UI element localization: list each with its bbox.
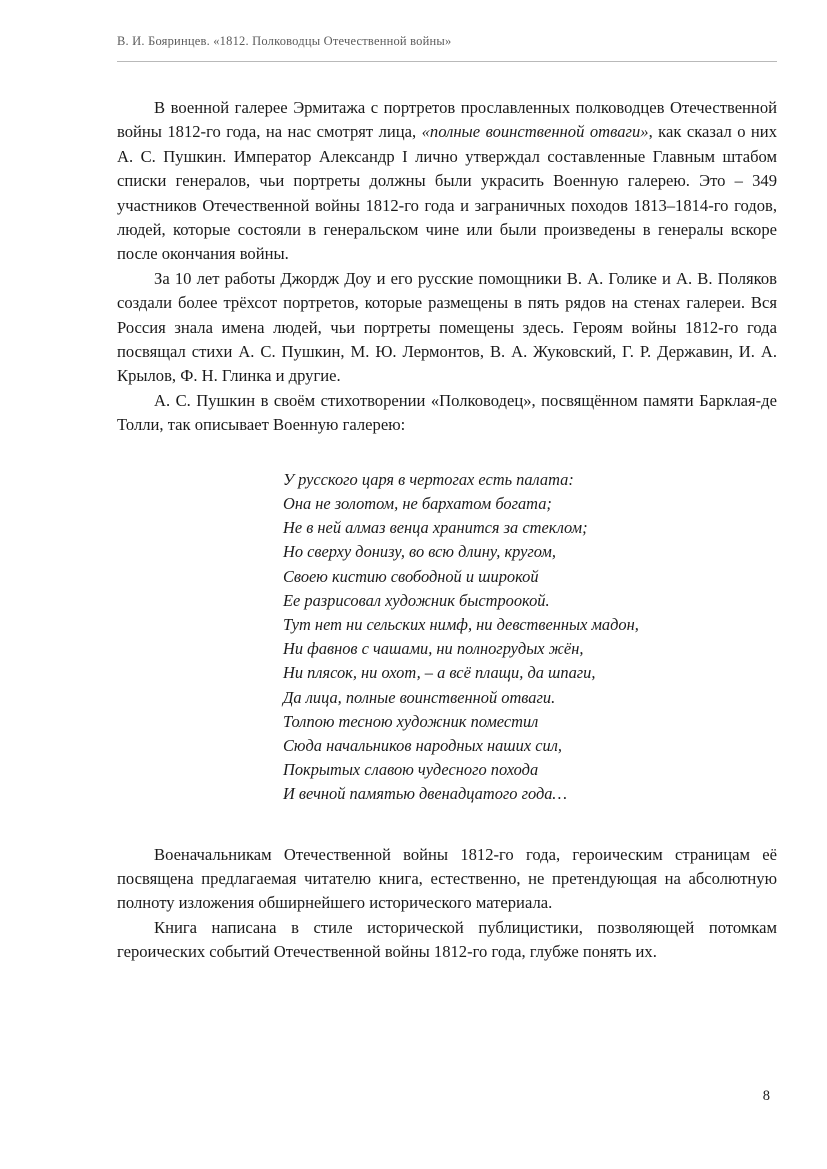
verse-bottom-spacer (117, 807, 777, 843)
verse-line: Тут нет ни сельских нимф, ни девственных мадон, (283, 614, 639, 634)
verse-line: У русского царя в чертогах есть палата: (283, 469, 574, 489)
text-run: Военачальникам Отечественной войны 1812-го года, героическим страницам её посвящена предлагаемая читателю книга, естественно, не претендующая на абсолютную полноту изложения обширнейшего исторического материала. (117, 844, 777, 913)
verse-line: Не в ней алмаз венца хранится за стеклом; (283, 518, 588, 538)
verse-line: Толпою тесною художник поместил (283, 711, 539, 731)
text-run: А. С. Пушкин в своём стихотворении «Полководец», посвящённом памяти Барклая-де Толли, так описывает Военную галерею: (117, 390, 777, 435)
verse-line: Ни фавнов с чашами, ни полногрудых жён, (283, 639, 584, 659)
verse-line: Она не золотом, не бархатом богата; (283, 493, 552, 513)
verse-line: Но сверху донизу, во всю длину, кругом, (283, 542, 556, 562)
text-run: , как сказал о них А. С. Пушкин. Император Александр I лично утверждал составленные Главным штабом списки генералов, чьи портреты должны были украсить Военную галерею. Это – 349 участников Отечественной войны 1812-го года и заграничных походов 1813–1814-го годов, людей, которые состояли в генеральском чине или были произведены в генералы вскоре после окончания войны. (117, 122, 777, 264)
text-run: В военной галерее Эрмитажа с портретов прославленных полководцев Отечественной войны 1812-го года, на нас смотрят лица, (117, 98, 777, 142)
body-paragraphs-before-verse (117, 96, 777, 438)
verse-block (117, 468, 777, 807)
body-paragraphs-after-verse (117, 843, 777, 965)
verse-line: Да лица, полные воинственной отваги. (283, 687, 556, 707)
text-run: За 10 лет работы Джордж Доу и его русские помощники В. А. Голике и А. В. Поляков создали более трёхсот портретов, которые размещены в пять рядов на стенах галереи. Вся Россия знала имена людей, чьи портреты помещены здесь. Героям войны 1812-го года посвящал стихи А. С. Пушкин, М. Ю. Лермонтов, В. А. Жуковский, Г. Р. Державин, И. А. Крылов, Ф. Н. Глинка и другие. (117, 268, 777, 386)
para-3 (117, 389, 777, 438)
verse-line: Покрытых славою чудесного похода (283, 760, 539, 780)
verse-line: Ее разрисовал художник быстроокой. (283, 590, 550, 610)
text-run: Книга написана в стиле исторической публицистики, позволяющей потомкам героических событий Отечественной войны 1812-го года, глубже понять их. (117, 917, 777, 962)
para-4 (117, 843, 777, 916)
verse-line: Своею кистию свободной и широкой (283, 566, 539, 586)
verse-line: Ни плясок, ни охот, – а всё плащи, да шпаги, (283, 663, 596, 683)
verse-line: Сюда начальников народных наших сил, (283, 735, 562, 755)
para-1 (117, 96, 777, 267)
header-divider-rule (117, 61, 777, 62)
verse-top-spacer (117, 438, 777, 468)
running-head-text: В. И. Бояринцев. «1812. Полководцы Отечественной войны» (117, 34, 452, 48)
verse-line: И вечной памятью двенадцатого года… (283, 784, 568, 804)
running-head (117, 34, 777, 49)
para-2 (117, 267, 777, 389)
page-content (117, 96, 777, 965)
page-number: 8 (762, 1088, 770, 1104)
quoted-italic-phrase: «полные воинственной отваги» (421, 122, 649, 142)
para-5 (117, 916, 777, 965)
